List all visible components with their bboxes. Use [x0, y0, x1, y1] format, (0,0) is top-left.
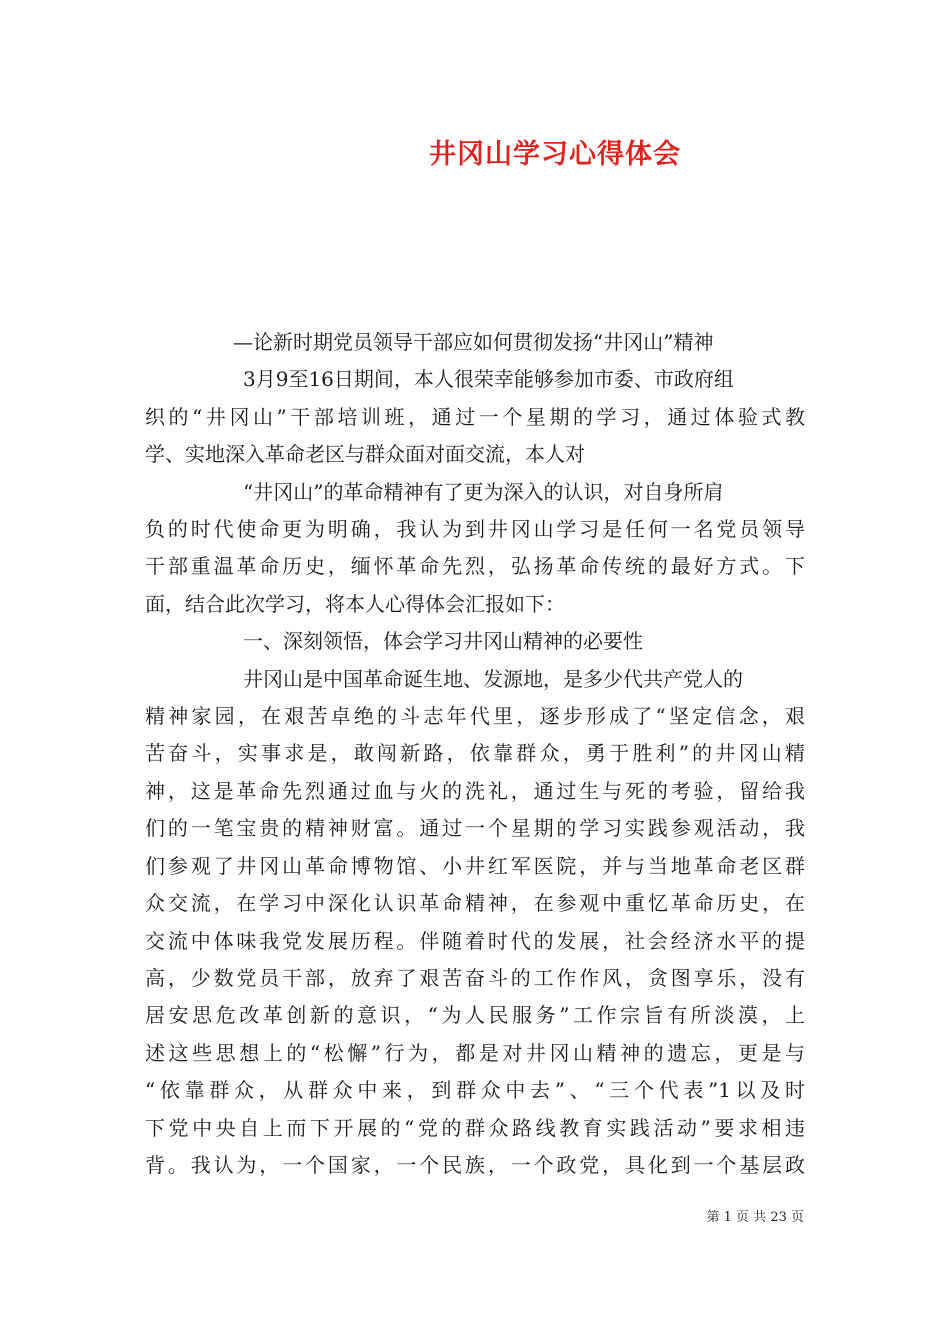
paragraph-3-line: 下党中央自上而下开展的“党的群众路线教育实践活动”要求相违: [145, 1115, 805, 1140]
paragraph-3-line: 们的一笔宝贵的精神财富。通过一个星期的学习实践参观活动，我: [145, 816, 805, 841]
paragraph-3-line: 精神家园，在艰苦卓绝的斗志年代里，逐步形成了“坚定信念，艰: [145, 704, 805, 729]
paragraph-2-line: 面，结合此次学习，将本人心得体会汇报如下：: [145, 591, 565, 616]
paragraph-3-line: 背。我认为，一个国家，一个民族，一个政党，具化到一个基层政: [145, 1152, 805, 1177]
paragraph-1-line: 学、实地深入革命老区与群众面对面交流，本人对: [145, 442, 585, 467]
paragraph-3-line: 高，少数党员干部，放弃了艰苦奋斗的工作作风，贪图享乐，没有: [145, 965, 805, 990]
document-title: 井冈山学习心得体会: [429, 139, 681, 170]
paragraph-3-line: 井冈山是中国革命诞生地、发源地，是多少代共产党人的: [243, 666, 743, 691]
paragraph-2-line: 干部重温革命历史，缅怀革命先烈，弘扬革命传统的最好方式。下: [145, 554, 805, 579]
section-heading: 一、深刻领悟，体会学习井冈山精神的必要性: [243, 629, 643, 654]
paragraph-3-line: “依靠群众，从群众中来，到群众中去”、“三个代表”1以及时: [145, 1078, 805, 1103]
paragraph-2-line: 负的时代使命更为明确，我认为到井冈山学习是任何一名党员领导: [145, 517, 805, 542]
paragraph-1-line: 3月9至16日期间，本人很荣幸能够参加市委、市政府组: [243, 367, 734, 392]
paragraph-3-line: 交流中体味我党发展历程。伴随着时代的发展，社会经济水平的提: [145, 928, 805, 953]
document-subtitle: —论新时期党员领导干部应如何贯彻发扬“井冈山”精神: [233, 330, 714, 354]
paragraph-3-line: 述这些思想上的“松懈”行为，都是对井冈山精神的遗忘，更是与: [145, 1040, 805, 1065]
paragraph-1-line: 织的“井冈山”干部培训班，通过一个星期的学习，通过体验式教: [145, 404, 805, 429]
paragraph-3-line: 众交流，在学习中深化认识革命精神，在参观中重忆革命历史，在: [145, 891, 805, 916]
paragraph-3-line: 们参观了井冈山革命博物馆、小井红军医院，并与当地革命老区群: [145, 853, 805, 878]
paragraph-3-line: 苦奋斗，实事求是，敢闯新路，依靠群众，勇于胜利”的井冈山精: [145, 741, 805, 766]
page-number-footer: 第 1 页 共 23 页: [706, 1210, 804, 1225]
paragraph-2-line: “井冈山”的革命精神有了更为深入的认识，对自身所肩: [243, 479, 724, 504]
paragraph-3-line: 居安思危改革创新的意识，“为人民服务”工作宗旨有所淡漠，上: [145, 1003, 805, 1028]
document-body: [145, 324, 805, 1184]
paragraph-3-line: 神，这是革命先烈通过血与火的洗礼，通过生与死的考验，留给我: [145, 778, 805, 803]
